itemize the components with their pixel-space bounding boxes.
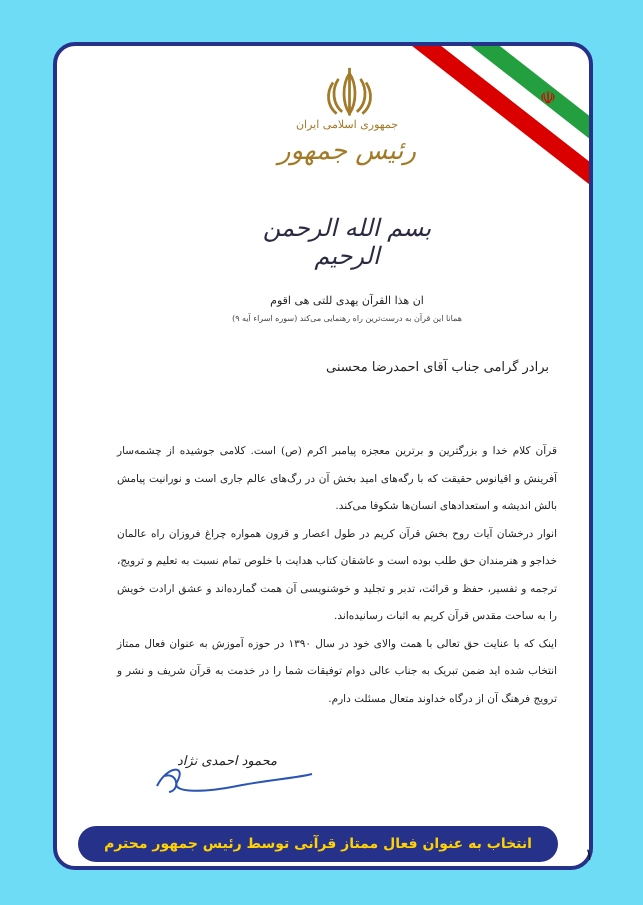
flag-emblem-icon: ☫: [539, 88, 557, 109]
flag-ribbon: [410, 42, 593, 204]
salutation: برادر گرامی جناب آقای احمدرضا محسنی: [326, 360, 549, 375]
caption-banner: انتخاب به عنوان فعال ممتاز قرآنی توسط رئیس جمهور محترم: [78, 826, 558, 862]
body-paragraph: قرآن کلام خدا و بزرگترین و برترین معجزه پیامبر اکرم (ص) است. کلامی جوشیده از چشمه‌سار آفرینش و اقیانوس حقیقت که با رگه‌های امید بخش آن در رگ‌های عالم جاری است و نورانیت پیامش بالش اندیشه و استعدادهای انسان‌ها شکوفا می‌کند.: [117, 445, 557, 512]
iran-emblem-icon: [322, 66, 377, 121]
verse-translation: همانا این قرآن به درست‌ترین راه رهنمایی می‌کند (سوره اسراء آیه ۹): [232, 314, 462, 323]
body-paragraph: اینک که با عنایت حق تعالی با همت والای خود در سال ۱۳۹۰ در حوزه آموزش به عنوان فعال ممتاز انتخاب شده اید ضمن تبریک به جناب عالی دوام توفیقات شما را در خدمت به قرآن شریف و نشر و ترویج فرهنگ آن از درگاه خداوند متعال مسئلت دارم.: [117, 637, 557, 705]
basmala-calligraphy: بسم الله الرحمن الرحیم: [262, 214, 432, 270]
letter-frame: [53, 42, 593, 870]
page-number: ۱: [584, 845, 594, 864]
president-title: رئیس جمهور: [277, 136, 417, 166]
signer-name: محمود احمدی نژاد: [177, 754, 277, 769]
body-paragraph: انوار درخشان آیات روح بخش قرآن کریم در طول اعصار و قرون همواره چراغ فروزان راه عالمان خداجو و هنرمندان حق طلب بوده است و عاشقان کتاب هدایت با خلوص تمام نسبت به تعلیم و ترویج، ترجمه و تفسیر، حفظ و قرائت، تدبر و تجلید و خوشنویسی آن همت گمارده‌اند و عشق ارادت خویش را به ساحت مقدس قرآن کریم به اثبات رسانیده‌اند.: [117, 527, 557, 622]
quran-verse: ان هذا القرآن یهدی للتی هی اقوم: [270, 294, 424, 307]
letter-body: [117, 438, 557, 713]
republic-label: جمهوری اسلامی ایران: [295, 118, 399, 131]
